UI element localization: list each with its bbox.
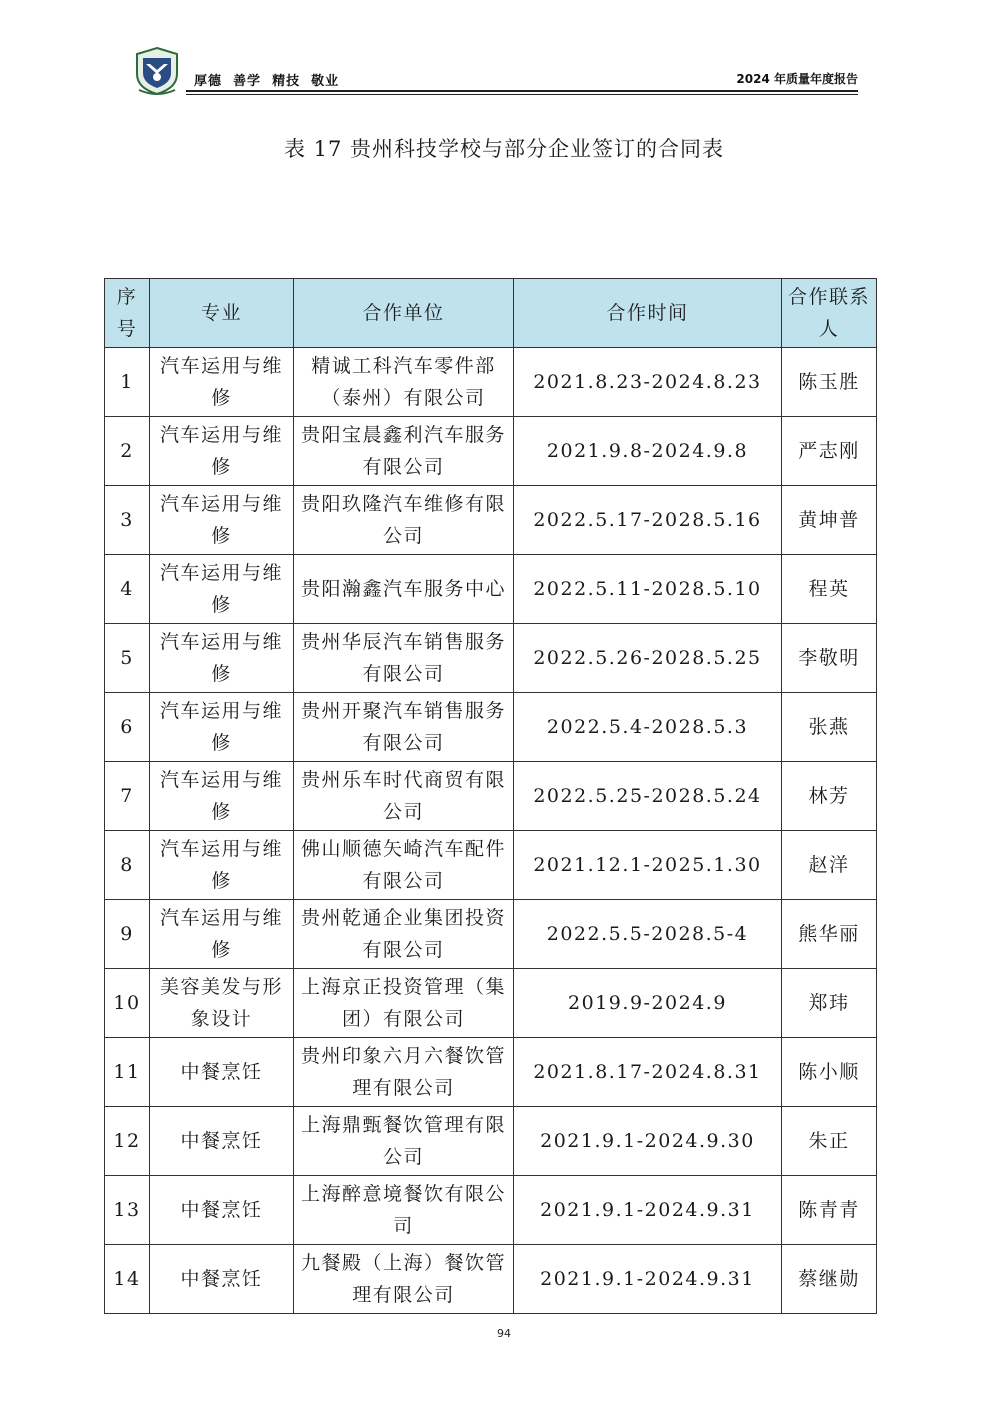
cell-company: 上海醉意境餐饮有限公司: [294, 1176, 514, 1245]
cell-major: 汽车运用与维修: [150, 417, 294, 486]
cell-no: 2: [105, 417, 150, 486]
table-row: [105, 624, 877, 693]
cell-no: 6: [105, 693, 150, 762]
cell-no: 1: [105, 348, 150, 417]
header-divider-thin: [186, 94, 858, 95]
cell-major: 中餐烹饪: [150, 1176, 294, 1245]
cell-contact: 林芳: [782, 762, 877, 831]
cell-major: 汽车运用与维修: [150, 624, 294, 693]
cell-contact: 黄坤普: [782, 486, 877, 555]
cell-period: 2022.5.17-2028.5.16: [514, 486, 782, 555]
cell-period: 2022.5.4-2028.5.3: [514, 693, 782, 762]
cell-contact: 陈玉胜: [782, 348, 877, 417]
page-number: 94: [497, 1327, 511, 1340]
cell-period: 2019.9-2024.9: [514, 969, 782, 1038]
cell-no: 14: [105, 1245, 150, 1314]
school-motto: 厚德 善学 精技 敬业: [194, 74, 340, 89]
cell-major: 汽车运用与维修: [150, 693, 294, 762]
cell-contact: 张燕: [782, 693, 877, 762]
column-header-period: 合作时间: [514, 279, 782, 348]
contracts-table: [104, 278, 877, 1314]
school-logo-icon: [134, 46, 180, 96]
cell-contact: 赵洋: [782, 831, 877, 900]
cell-contact: 程英: [782, 555, 877, 624]
cell-company: 贵州乐车时代商贸有限公司: [294, 762, 514, 831]
cell-period: 2021.9.1-2024.9.31: [514, 1176, 782, 1245]
table-row: [105, 831, 877, 900]
cell-contact: 蔡继勋: [782, 1245, 877, 1314]
table-row: [105, 900, 877, 969]
cell-period: 2021.8.17-2024.8.31: [514, 1038, 782, 1107]
cell-period: 2021.8.23-2024.8.23: [514, 348, 782, 417]
column-header-no: 序号: [105, 279, 150, 348]
cell-period: 2022.5.25-2028.5.24: [514, 762, 782, 831]
cell-no: 5: [105, 624, 150, 693]
column-header-contact: 合作联系人: [782, 279, 877, 348]
cell-company: 贵阳瀚鑫汽车服务中心: [294, 555, 514, 624]
column-header-company: 合作单位: [294, 279, 514, 348]
column-header-major: 专业: [150, 279, 294, 348]
table-caption: 表 17 贵州科技学校与部分企业签订的合同表: [283, 137, 725, 161]
cell-company: 九餐殿（上海）餐饮管理有限公司: [294, 1245, 514, 1314]
cell-no: 7: [105, 762, 150, 831]
cell-company: 上海鼎甄餐饮管理有限公司: [294, 1107, 514, 1176]
cell-major: 汽车运用与维修: [150, 831, 294, 900]
cell-major: 中餐烹饪: [150, 1245, 294, 1314]
cell-contact: 李敬明: [782, 624, 877, 693]
table-row: [105, 762, 877, 831]
cell-major: 汽车运用与维修: [150, 348, 294, 417]
table-row: [105, 555, 877, 624]
cell-no: 11: [105, 1038, 150, 1107]
cell-no: 9: [105, 900, 150, 969]
cell-major: 中餐烹饪: [150, 1107, 294, 1176]
table-row: [105, 417, 877, 486]
cell-period: 2021.9.1-2024.9.30: [514, 1107, 782, 1176]
cell-company: 佛山顺德矢崎汽车配件有限公司: [294, 831, 514, 900]
cell-no: 8: [105, 831, 150, 900]
table-row: [105, 1038, 877, 1107]
cell-major: 中餐烹饪: [150, 1038, 294, 1107]
cell-contact: 陈小顺: [782, 1038, 877, 1107]
table-row: [105, 1107, 877, 1176]
table-row: [105, 693, 877, 762]
cell-period: 2022.5.11-2028.5.10: [514, 555, 782, 624]
page-header: [134, 46, 858, 96]
cell-major: 汽车运用与维修: [150, 900, 294, 969]
cell-period: 2022.5.26-2028.5.25: [514, 624, 782, 693]
cell-company: 贵阳玖隆汽车维修有限公司: [294, 486, 514, 555]
table-row: [105, 1245, 877, 1314]
cell-company: 贵州乾通企业集团投资有限公司: [294, 900, 514, 969]
cell-contact: 严志刚: [782, 417, 877, 486]
cell-period: 2022.5.5-2028.5-4: [514, 900, 782, 969]
report-title: 2024 年质量年度报告: [736, 72, 858, 86]
cell-major: 汽车运用与维修: [150, 486, 294, 555]
table-row: [105, 1176, 877, 1245]
cell-period: 2021.9.1-2024.9.31: [514, 1245, 782, 1314]
cell-period: 2021.9.8-2024.9.8: [514, 417, 782, 486]
table-row: [105, 348, 877, 417]
table-row: [105, 486, 877, 555]
cell-no: 13: [105, 1176, 150, 1245]
cell-major: 汽车运用与维修: [150, 762, 294, 831]
cell-contact: 陈青青: [782, 1176, 877, 1245]
cell-contact: 熊华丽: [782, 900, 877, 969]
cell-major: 汽车运用与维修: [150, 555, 294, 624]
cell-no: 3: [105, 486, 150, 555]
cell-major: 美容美发与形象设计: [150, 969, 294, 1038]
table-header-row: [105, 279, 877, 348]
cell-contact: 郑玮: [782, 969, 877, 1038]
cell-company: 贵州印象六月六餐饮管理有限公司: [294, 1038, 514, 1107]
cell-no: 10: [105, 969, 150, 1038]
cell-period: 2021.12.1-2025.1.30: [514, 831, 782, 900]
cell-no: 4: [105, 555, 150, 624]
cell-company: 精诚工科汽车零件部（泰州）有限公司: [294, 348, 514, 417]
cell-company: 贵州开聚汽车销售服务有限公司: [294, 693, 514, 762]
header-divider: [186, 90, 858, 92]
cell-company: 贵州华辰汽车销售服务有限公司: [294, 624, 514, 693]
table-row: [105, 969, 877, 1038]
cell-no: 12: [105, 1107, 150, 1176]
cell-company: 贵阳宝晨鑫利汽车服务有限公司: [294, 417, 514, 486]
cell-company: 上海京正投资管理（集团）有限公司: [294, 969, 514, 1038]
cell-contact: 朱正: [782, 1107, 877, 1176]
